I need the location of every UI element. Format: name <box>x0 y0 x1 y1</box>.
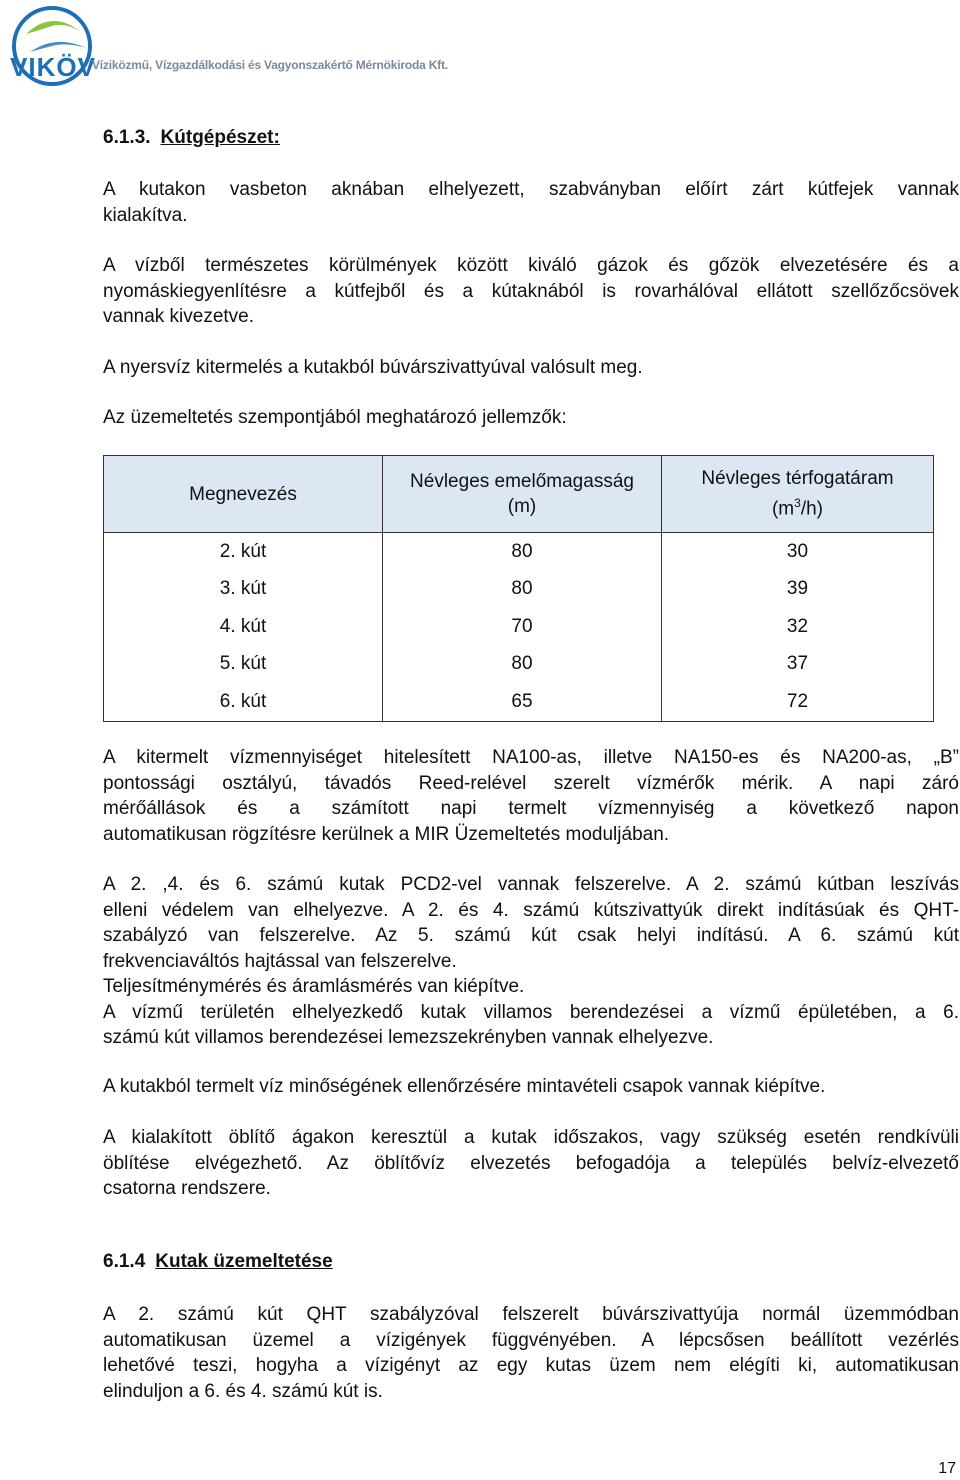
paragraph <box>103 1074 959 1100</box>
table-cell: 5. kút <box>104 646 383 684</box>
text-line: Teljesítménymérés és áramlásmérés van kiépítve. <box>103 976 525 997</box>
paragraph <box>103 1302 959 1404</box>
table-row <box>104 683 934 721</box>
table-cell: 6. kút <box>104 683 383 721</box>
table-row <box>104 608 934 646</box>
paragraph <box>103 1125 959 1202</box>
column-header-head: Névleges emelőmagasság (m) <box>383 456 662 533</box>
text-line: automatikusan rögzítésre kerülnek a MIR Üzemeltetés moduljában. <box>103 823 670 845</box>
text-line: Az üzemeltetés szempontjából meghatározó jellemzők: <box>103 407 567 428</box>
paragraph <box>103 177 959 228</box>
company-name: Víziközmű, Vízgazdálkodási és Vagyonszakértő Mérnökiroda Kft. <box>92 58 448 72</box>
text-line: automatikusan üzemel a vízigények függvényében. A lépcsősen beállított vezérlés <box>103 1329 959 1351</box>
table-cell: 65 <box>383 683 662 721</box>
table-cell: 4. kút <box>104 608 383 646</box>
section-title: Kútgépészet: <box>160 127 280 148</box>
text-line: A vízből természetes körülmények között kiváló gázok és gőzök elvezetésére és a <box>103 255 959 276</box>
table-header-row <box>104 456 934 533</box>
table-cell: 80 <box>383 533 662 571</box>
logo-text: VIKÖV <box>10 52 96 82</box>
text-line: A kialakított öblítő ágakon keresztül a kutak időszakos, vagy szükség esetén rendkívüli <box>103 1127 959 1148</box>
text-line: A 2. ,4. és 6. számú kutak PCD2-vel vannak felszerelve. A 2. számú kútban leszívás <box>103 874 959 895</box>
section-title: Kutak üzemeltetése <box>155 1251 333 1272</box>
paragraph <box>103 745 959 847</box>
table-cell: 80 <box>383 571 662 609</box>
paragraph <box>103 872 959 1051</box>
section-heading-kutgepeszet <box>103 127 280 149</box>
page-number: 17 <box>938 1460 956 1477</box>
text-line: számú kút villamos berendezései lemezszekrényben vannak elhelyezve. <box>103 1027 714 1048</box>
text-line: A nyersvíz kitermelés a kutakból búvárszivattyúval valósult meg. <box>103 357 643 378</box>
text-line: csatorna rendszere. <box>103 1178 271 1199</box>
table-row <box>104 646 934 684</box>
text-line: A kitermelt vízmennyiséget hitelesített NA100-as, illetve NA150-es és NA200-as, „B” <box>103 747 959 768</box>
table-row <box>104 571 934 609</box>
text-line: A vízmű területén elhelyezkedő kutak villamos berendezései a vízmű épületében, a 6. <box>103 1001 959 1023</box>
section-heading-kutak-uzemeltetese <box>103 1251 333 1273</box>
section-number: 6.1.3. <box>103 127 151 148</box>
text-line: A 2. számú kút QHT szabályzóval felszerelt búvárszivattyúja normál üzemmódban <box>103 1304 959 1325</box>
table-cell: 72 <box>662 683 934 721</box>
text-line: pontossági osztályú, távadós Reed-relével szerelt vízmérők mérik. A napi záró <box>103 772 959 794</box>
text-line: A kutakból termelt víz minőségének ellenőrzésére mintavételi csapok vannak kiépítve. <box>103 1076 826 1097</box>
table-cell: 70 <box>383 608 662 646</box>
text-line: vannak kivezetve. <box>103 306 255 327</box>
paragraph <box>103 355 959 381</box>
text-line: lehetővé teszi, hogyha a vízigényt az egy kutas üzem nem elégíti ki, automatikusan <box>103 1355 959 1376</box>
section-number: 6.1.4 <box>103 1251 146 1272</box>
text-line: nyomáskiegyenlítésre a kútfejből és a kútaknából is rovarhálóval ellátott szellőzőcsövek <box>103 280 959 302</box>
text-line: elleni védelem van elhelyezve. A 2. és 4. számú kútszivattyúk direkt indításúak és QHT- <box>103 899 959 921</box>
paragraph <box>103 405 959 431</box>
table-cell: 37 <box>662 646 934 684</box>
paragraph <box>103 253 959 330</box>
table-cell: 2. kút <box>104 533 383 571</box>
text-line: öblítése elvégezhető. Az öblítővíz elvezetés befogadója a település belvíz-elvezető <box>103 1152 959 1174</box>
table-cell: 80 <box>383 646 662 684</box>
column-header-name: Megnevezés <box>104 456 383 533</box>
text-line: mérőállások és a számított napi termelt vízmennyiség a következő napon <box>103 798 959 819</box>
table-row <box>104 533 934 571</box>
column-header-flow: Névleges térfogatáram $(m^3/h)$ <box>662 456 934 533</box>
text-line: kialakítva. <box>103 204 188 226</box>
well-specs-table <box>103 455 934 722</box>
text-line: elinduljon a 6. és 4. számú kút is. <box>103 1380 383 1402</box>
text-line: frekvenciaváltós hajtással van felszerelve. <box>103 950 457 972</box>
text-line: A kutakon vasbeton aknában elhelyezett, szabványban előírt zárt kútfejek vannak <box>103 179 959 200</box>
table-cell: 3. kút <box>104 571 383 609</box>
table-cell: 39 <box>662 571 934 609</box>
table-cell: 30 <box>662 533 934 571</box>
text-line: szabályzó van felszerelve. Az 5. számú kút csak helyi indítású. A 6. számú kút <box>103 925 959 946</box>
table-cell: 32 <box>662 608 934 646</box>
